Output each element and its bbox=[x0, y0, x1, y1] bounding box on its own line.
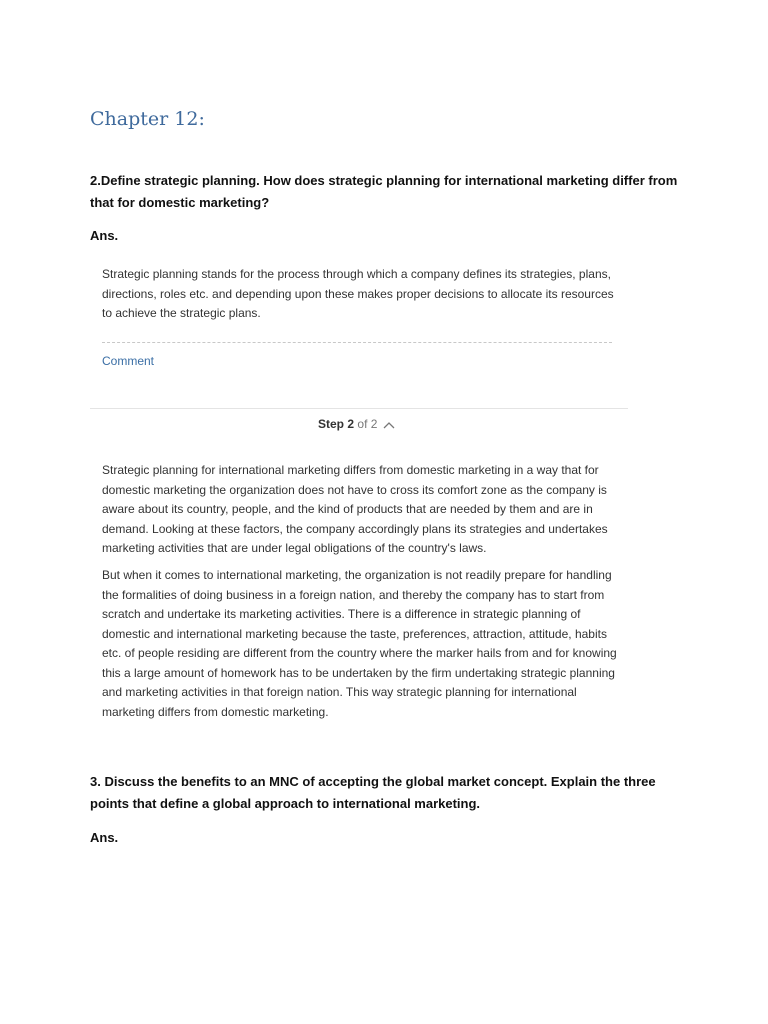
question-2: 2.Define strategic planning. How does strategic planning for international marketing differ from that for domestic marketing? bbox=[90, 173, 678, 210]
step-current: 2 bbox=[347, 417, 355, 431]
step-1-paragraph: Strategic planning stands for the process through which a company defines its strategies, plans, directions, roles etc. and depending upon these makes proper decisions to allocate its resources to achieve the strategic plans. bbox=[102, 267, 614, 320]
step-2-paragraph-1: Strategic planning for international marketing differs from domestic marketing in a way that for domestic marketing the organization does not have to cross its comfort zone as the company is aware about its country, people, and the kind of products that are needed by them and are in demand. Looking at these factors, the company accordingly plans its strategies and undertakes marketing activities that are under legal obligations of the country's laws. bbox=[102, 463, 608, 555]
chevron-up-icon[interactable] bbox=[383, 419, 395, 429]
step-indicator bbox=[318, 417, 395, 431]
step-2-paragraph-2: But when it comes to international marketing, the organization is not readily prepare for handling the formalities of doing business in a foreign nation, and thereby the company has to start from scratch and undertake its marketing activities. There is a difference in strategic planning of domestic and international marketing because the taste, preferences, attraction, attitude, habits etc. of people residing are different from the country where the marker hails from and for knowing this a large amount of homework has to be undertaken by the firm undertaking strategic planning and marketing activities in that foreign nation. This way strategic planning for international marketing differs from domestic marketing. bbox=[102, 568, 617, 719]
chapter-title: Chapter 12: bbox=[90, 108, 205, 130]
step-word: Step bbox=[318, 417, 345, 431]
step-1-divider bbox=[102, 342, 612, 343]
step-total: of 2 bbox=[357, 417, 378, 431]
question-3: 3. Discuss the benefits to an MNC of accepting the global market concept. Explain the three points that define a global approach to international marketing. bbox=[90, 774, 656, 811]
comment-link[interactable]: Comment bbox=[102, 354, 155, 368]
question-3-answer-label: Ans. bbox=[90, 830, 119, 845]
step-separator bbox=[90, 408, 628, 409]
question-2-answer-label: Ans. bbox=[90, 228, 119, 243]
